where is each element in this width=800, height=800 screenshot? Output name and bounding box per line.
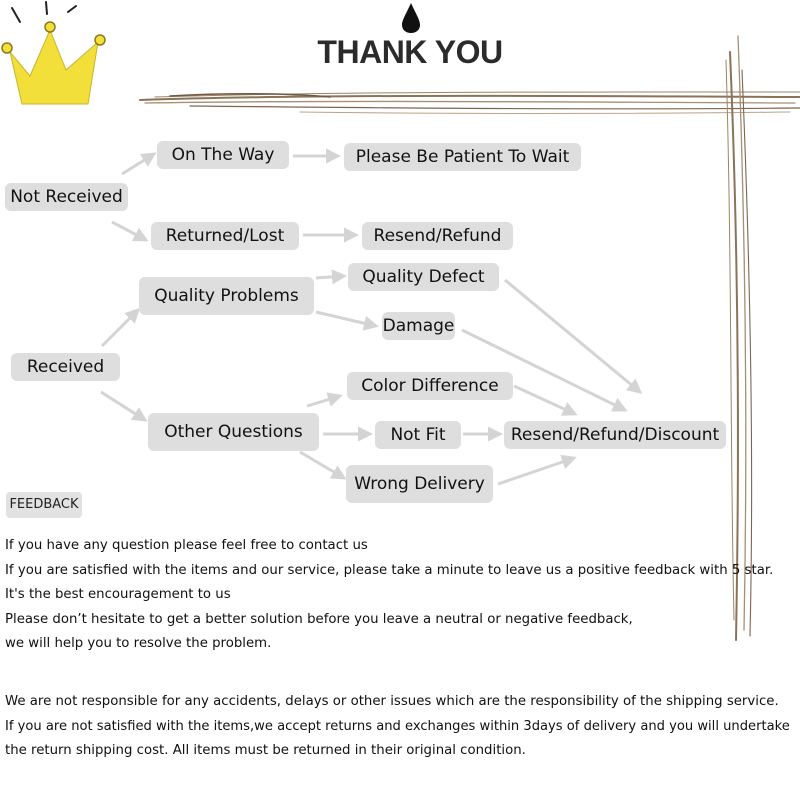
feedback-line: If you are satisfied with the items and our service, please take a minute to leave us a positive feedback with 5 star. xyxy=(5,563,774,578)
page-title: THANK YOU xyxy=(317,34,503,70)
policy-line: the return shipping cost. All items must be returned in their original condition. xyxy=(5,743,526,758)
node-damage: Damage xyxy=(382,312,455,340)
feedback-line: It's the best encouragement to us xyxy=(5,587,231,602)
policy-line: We are not responsible for any accidents, delays or other issues which are the responsibility of the shipping service. xyxy=(5,694,779,709)
node-received: Received xyxy=(11,353,120,381)
feedback-line: we will help you to resolve the problem. xyxy=(5,636,272,651)
node-not-fit: Not Fit xyxy=(375,421,461,449)
feedback-label: FEEDBACK xyxy=(6,492,82,518)
policy-line: If you are not satisfied with the items,we accept returns and exchanges within 3days of delivery and you will undertake xyxy=(5,719,790,734)
node-quality-problems: Quality Problems xyxy=(139,277,314,315)
crown-icon xyxy=(2,2,105,104)
node-resend-refund: Resend/Refund xyxy=(362,222,513,250)
node-quality-defect: Quality Defect xyxy=(348,263,499,291)
node-color-difference: Color Difference xyxy=(347,372,513,400)
node-on-the-way: On The Way xyxy=(157,141,289,169)
node-other-questions: Other Questions xyxy=(148,413,319,451)
node-returned-lost: Returned/Lost xyxy=(151,222,299,250)
feedback-line: Please don’t hesitate to get a better solution before you leave a neutral or negative feedback, xyxy=(5,612,633,627)
node-not-received: Not Received xyxy=(5,183,128,211)
node-resend-refund-discount: Resend/Refund/Discount xyxy=(504,421,726,449)
node-wrong-delivery: Wrong Delivery xyxy=(346,465,493,503)
ink-drop-icon xyxy=(402,3,420,33)
node-please-wait: Please Be Patient To Wait xyxy=(344,143,581,171)
feedback-line: If you have any question please feel free to contact us xyxy=(5,538,368,553)
